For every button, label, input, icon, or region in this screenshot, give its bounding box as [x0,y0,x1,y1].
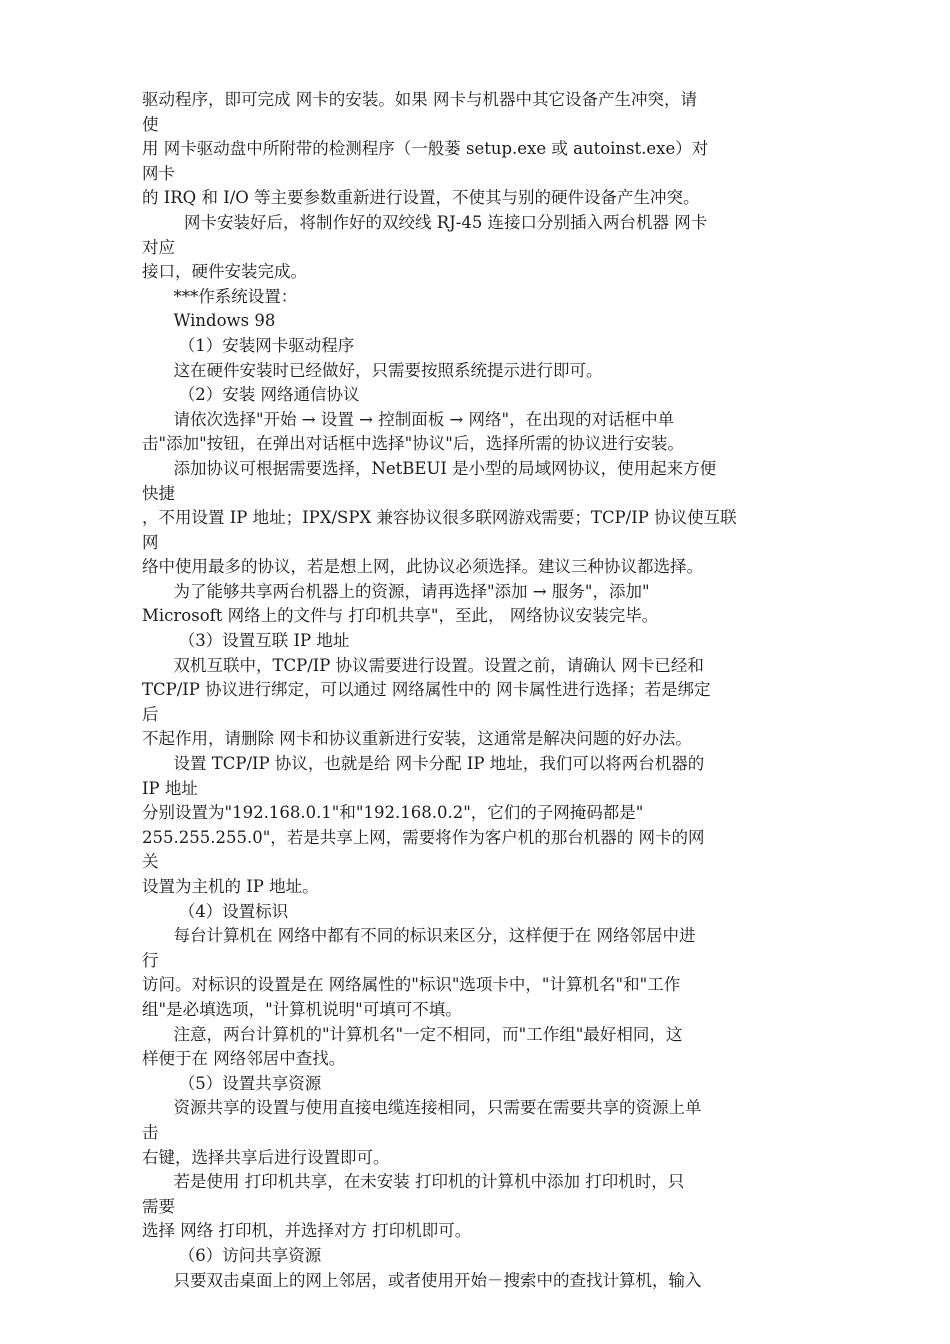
text-line: 击"添加"按钮，在弹出对话框中选择"协议"后，选择所需的协议进行安装。 [142,434,684,454]
text-line: 为了能够共享两台机器上的资源，请再选择"添加 → 服务"，添加" [142,581,650,601]
text-line: Windows 98 [142,311,276,331]
text-line: 使 [142,114,159,134]
text-line: 接口，硬件安装完成。 [142,262,307,282]
text-line: 每台计算机在 网络中都有不同的标识来区分，这样便于在 网络邻居中进 [142,926,696,946]
text-line: 需要 [142,1196,175,1216]
text-line: 驱动程序，即可完成 网卡的安装。如果 网卡与机器中其它设备产生冲突，请 [142,90,697,109]
text-line: （4）设置标识 [142,901,289,921]
text-line: 添加协议可根据需要选择，NetBEUI 是小型的局域网协议，使用起来方便 [142,458,717,478]
text-line: 若是使用 打印机共享，在未安装 打印机的计算机中添加 打印机时，只 [142,1172,685,1192]
text-line: 样便于在 网络邻居中查找。 [142,1049,346,1069]
text-line: ***作系统设置： [142,286,298,306]
text-line: 分别设置为"192.168.0.1"和"192.168.0.2"，它们的子网掩码都是" [142,803,644,823]
text-line: 请依次选择"开始 → 设置 → 控制面板 → 网络"，在出现的对话框中单 [142,409,675,429]
text-line: 只要双击桌面上的网上邻居，或者使用开始－搜索中的查找计算机，输入 [142,1270,702,1290]
text-line: 行 [142,950,159,970]
text-line: 双机互联中，TCP/IP 协议需要进行设置。设置之前，请确认 网卡已经和 [142,655,704,675]
text-line: 访问。对标识的设置是在 网络属性的"标识"选项卡中，"计算机名"和"工作 [142,975,681,995]
text-line: 的 IRQ 和 I/O 等主要参数重新进行设置，不使其与别的硬件设备产生冲突。 [142,188,700,208]
text-line: （6）访问共享资源 [142,1245,322,1265]
text-line: 关 [142,852,159,872]
text-line: IP 地址 [142,778,198,798]
text-line: 快捷 [142,483,175,503]
text-line: 选择 网络 打印机，并选择对方 打印机即可。 [142,1221,472,1241]
text-line: 击 [142,1122,159,1142]
text-line: （2）安装 网络通信协议 [142,385,360,405]
text-line: 不起作用，请删除 网卡和协议重新进行安装，这通常是解决问题的好办法。 [142,729,692,749]
text-line: （1）安装网卡驱动程序 [142,335,355,355]
text-line: 注意，两台计算机的"计算机名"一定不相同，而"工作组"最好相同，这 [142,1024,683,1044]
text-line: 右键，选择共享后进行设置即可。 [142,1147,390,1167]
text-line: Microsoft 网络上的文件与 打印机共享"，至此， 网络协议安装完毕。 [142,606,659,626]
text-line: 设置 TCP/IP 协议，也就是给 网卡分配 IP 地址，我们可以将两台机器的 [142,754,705,774]
text-line: 这在硬件安装时已经做好，只需要按照系统提示进行即可。 [142,360,603,380]
text-line: TCP/IP 协议进行绑定，可以通过 网络属性中的 网卡属性进行选择；若是绑定 [142,680,711,700]
text-line: 组"是必填选项，"计算机说明"可填可不填。 [142,999,462,1019]
body-text [142,88,807,1293]
text-line: 资源共享的设置与使用直接电缆连接相同，只需要在需要共享的资源上单 [142,1098,702,1118]
text-line: 网卡安装好后，将制作好的双绞线 RJ-45 连接口分别插入两台机器 网卡 [142,212,708,232]
text-line: （3）设置互联 IP 地址 [142,631,350,651]
text-line: 后 [142,704,159,724]
text-line: 对应 [142,237,175,257]
text-line: 设置为主机的 IP 地址。 [142,877,319,896]
text-line: 用 网卡驱动盘中所附带的检测程序（一般蒌 setup.exe 或 autoinst.exe）对 [142,139,709,159]
text-line: （5）设置共享资源 [142,1073,322,1093]
text-line: 255.255.255.0"，若是共享上网，需要将作为客户机的那台机器的 网卡的网 [142,827,705,847]
text-line: ，不用设置 IP 地址；IPX/SPX 兼容协议很多联网游戏需要；TCP/IP 协议使互联 [142,508,737,528]
text-line: 网 [142,532,159,552]
text-line: 络中使用最多的协议，若是想上网，此协议必须选择。建议三种协议都选择。 [142,557,703,577]
text-line: 网卡 [142,163,175,183]
